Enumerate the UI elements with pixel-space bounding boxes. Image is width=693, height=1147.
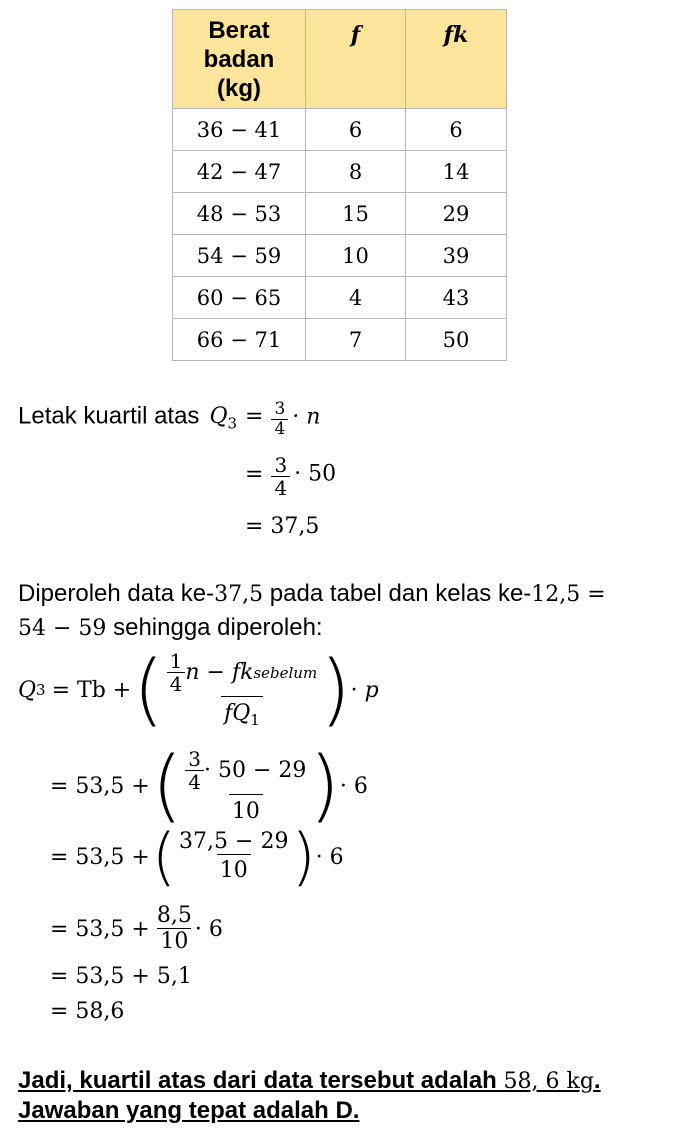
fraction-one-quarter (167, 650, 186, 696)
table-row (173, 277, 507, 319)
fraction-three-quarters (271, 454, 290, 500)
header-cumulative-frequency (406, 10, 507, 109)
q3-subscript: 3 (227, 414, 238, 433)
cell-interval: 54 − 59 (173, 235, 306, 277)
header-weight-line: badan (203, 46, 275, 73)
calc-step-3 (50, 898, 223, 960)
calc-step-1 (50, 742, 368, 830)
fk-subscript: sebelum (253, 664, 318, 683)
fraction-numerator: 1 (169, 649, 183, 674)
cell-f: 8 (306, 151, 406, 193)
header-weight (173, 10, 306, 109)
table-row (173, 109, 507, 151)
math-fragment: 12,5 = (531, 582, 606, 607)
math-fragment: 54 − 59 (18, 616, 107, 641)
quartile-formula (18, 645, 379, 735)
step-tail: · 6 (194, 916, 223, 942)
step-prefix: = 53,5 + (50, 916, 150, 942)
fraction-numerator: 3 (274, 399, 286, 419)
step-1-fraction (182, 748, 309, 824)
cell-f: 7 (306, 319, 406, 361)
dot-p: · p (350, 677, 379, 703)
dot-50: · 50 (294, 461, 337, 487)
fq-symbol: fQ (224, 701, 251, 727)
step-1-numerator (182, 748, 309, 794)
table-row (173, 193, 507, 235)
diperoleh-line-2 (18, 614, 323, 642)
step-3-denominator: 10 (157, 928, 191, 954)
conclusion-value: 58, 6 kg (503, 1069, 594, 1094)
formula-denominator (221, 696, 263, 729)
header-f-label: f (350, 22, 361, 48)
cell-f: 15 (306, 193, 406, 235)
conclusion-text: Jadi, kuartil atas dari data tersebut adalah (18, 1067, 504, 1094)
header-fk-label: fk (443, 22, 469, 48)
table-row (173, 319, 507, 361)
header-weight-line: (kg) (217, 75, 261, 102)
fraction-denominator: 4 (167, 672, 186, 696)
text-fragment: Diperoleh data ke- (18, 580, 215, 607)
header-frequency (306, 10, 406, 109)
step-3-numerator: 8,5 (156, 902, 192, 928)
quartile-position-step (245, 454, 336, 500)
cell-fk: 29 (406, 193, 507, 235)
table-row (173, 151, 507, 193)
step-tail: · 6 (339, 773, 368, 799)
cell-f: 10 (306, 235, 406, 277)
cell-interval: 42 − 47 (173, 151, 306, 193)
right-paren: ) (291, 820, 316, 893)
cell-interval: 36 − 41 (173, 109, 306, 151)
equals-sign: = (245, 461, 264, 487)
fraction-numerator: 3 (274, 453, 288, 477)
fraction-denominator: 4 (271, 476, 290, 500)
step-3-fraction (154, 904, 195, 954)
header-weight-line: Berat (208, 17, 270, 44)
cell-fk: 50 (406, 319, 507, 361)
fq-subscript: 1 (250, 711, 260, 730)
left-paren: ( (151, 820, 177, 893)
left-paren: ( (151, 741, 183, 831)
calc-step-5: = 58,6 (50, 999, 125, 1024)
math-fragment: 37,5 (214, 582, 264, 607)
cell-interval: 66 − 71 (173, 319, 306, 361)
quartile-position-line (18, 400, 320, 439)
equals-sign: = (245, 404, 264, 430)
step-1-numerator-rest: · 50 − 29 (204, 757, 307, 783)
cell-interval: 48 − 53 (173, 193, 306, 235)
quartile-position-label: Letak kuartil atas (18, 402, 200, 430)
fraction-numerator: 3 (188, 746, 202, 771)
q3-subscript: 3 (36, 681, 46, 699)
formula-numerator (164, 650, 321, 696)
diperoleh-line-1 (18, 580, 606, 608)
conclusion-line-1 (18, 1067, 601, 1095)
cell-f: 6 (306, 109, 406, 151)
conclusion-period: . (593, 1067, 601, 1094)
dot-n: · n (292, 404, 321, 430)
table-row (173, 235, 507, 277)
right-paren: ) (320, 645, 351, 735)
step-2-denominator: 10 (217, 854, 251, 883)
n-minus-fk: n − fk (185, 660, 254, 686)
step-2-numerator: 37,5 − 29 (179, 829, 289, 855)
q3-symbol: Q (209, 404, 228, 430)
quartile-position-result: = 37,5 (245, 514, 320, 539)
fraction-denominator: 4 (271, 419, 288, 440)
table-header-row (173, 10, 507, 109)
cell-f: 4 (306, 277, 406, 319)
step-prefix: = 53,5 + (50, 773, 150, 799)
text-fragment: sehingga diperoleh: (106, 614, 323, 641)
fraction-three-quarters (185, 748, 204, 794)
step-2-fraction (176, 830, 291, 883)
cell-fk: 43 (406, 277, 507, 319)
step-tail: · 6 (315, 844, 344, 870)
cell-fk: 39 (406, 235, 507, 277)
left-paren: ( (133, 645, 164, 735)
step-1-denominator: 10 (229, 794, 263, 824)
fraction-denominator: 4 (185, 770, 204, 794)
text-fragment: pada tabel dan kelas ke- (263, 580, 532, 607)
q3-symbol: Q (18, 677, 37, 703)
calc-step-2 (50, 820, 344, 893)
cell-fk: 6 (406, 109, 507, 151)
cell-interval: 60 − 65 (173, 277, 306, 319)
calc-step-4: = 53,5 + 5,1 (50, 964, 192, 989)
cell-fk: 14 (406, 151, 507, 193)
right-paren: ) (309, 741, 340, 831)
equals-tb: = Tb + (51, 677, 132, 703)
frequency-table (172, 9, 507, 361)
fraction-three-quarters (271, 400, 288, 439)
step-prefix: = 53,5 + (50, 844, 150, 870)
conclusion-line-2: Jawaban yang tepat adalah D. (18, 1097, 360, 1124)
formula-main-fraction (164, 650, 321, 729)
